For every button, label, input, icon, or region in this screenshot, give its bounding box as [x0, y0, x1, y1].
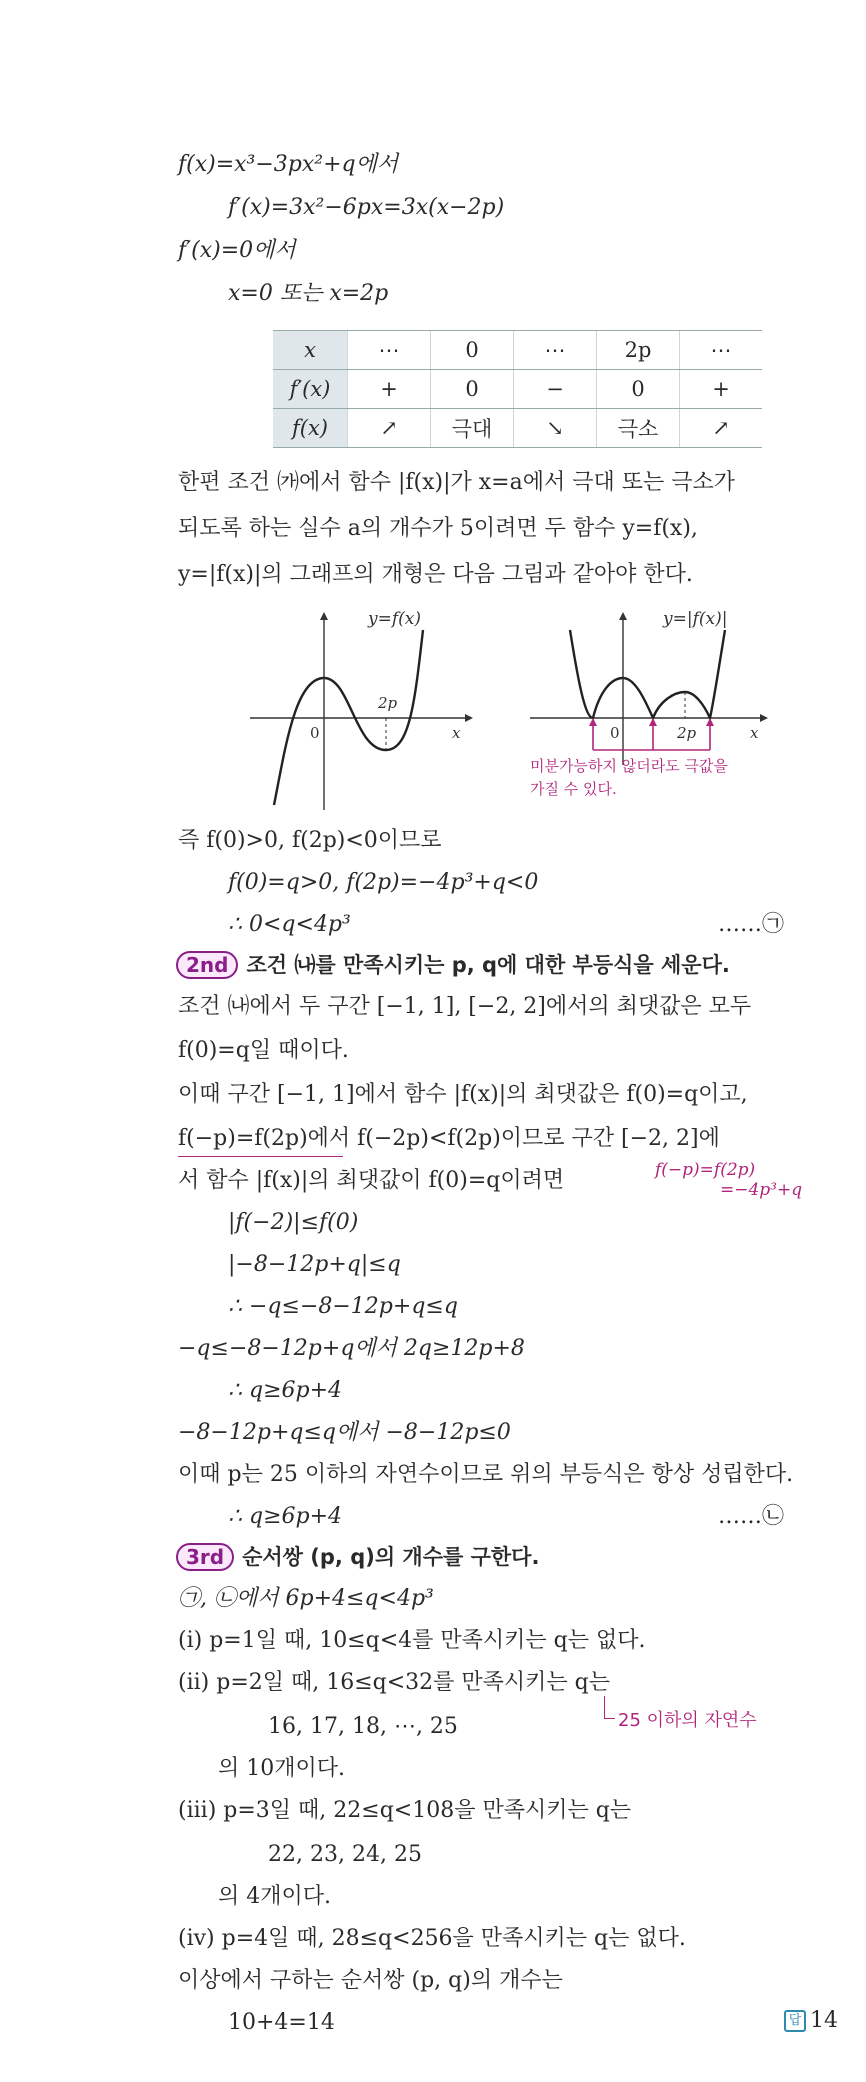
case-count: 의 4개이다. [218, 1884, 331, 1909]
table-cell: ⋯ [680, 331, 763, 370]
paragraph-line: f(0)=q일 때이다. [178, 1038, 349, 1063]
sign-table [273, 330, 762, 448]
paragraph-line: f(−p)=f(2p)에서 f(−2p)<f(2p)이므로 구간 [−2, 2]에 [178, 1126, 720, 1151]
paragraph-line: 서 함수 |f(x)|의 최댓값이 f(0)=q이려면 [178, 1168, 565, 1193]
eq-f: f(x)=x³−3px²+q에서 [178, 152, 399, 177]
paragraph-line: 이때 p는 25 이하의 자연수이므로 위의 부등식은 항상 성립한다. [178, 1462, 794, 1487]
step2-title: 조건 ㈏를 만족시키는 p, q에 대한 부등식을 세운다. [246, 953, 730, 977]
left-graph-label: y=f(x) [368, 609, 421, 629]
conclusion-range: ∴ 0<q<4p³ [228, 912, 351, 937]
table-cell: 0 [431, 370, 514, 409]
inequality: |f(−2)|≤f(0) [228, 1210, 359, 1235]
table-cell: 2p [597, 331, 680, 370]
inequality: −q≤−8−12p+q에서 2q≥12p+8 [178, 1336, 525, 1361]
case-count: 의 10개이다. [218, 1756, 345, 1781]
tick-2p: 2p [378, 694, 398, 712]
step3-tag: 3rd [176, 1543, 234, 1571]
table-cell: ↗ [680, 409, 763, 448]
table-cell: ⋯ [348, 331, 431, 370]
answer [784, 2008, 838, 2033]
table-cell: x [273, 331, 348, 370]
paragraph-line: 이때 구간 [−1, 1]에서 함수 |f(x)|의 최댓값은 f(0)=q이고, [178, 1082, 748, 1107]
right-graph-label: y=|f(x)| [663, 609, 728, 629]
tick-zero: 0 [310, 724, 320, 742]
eq-fprime: f′(x)=3x²−6px=3x(x−2p) [228, 195, 505, 220]
table-cell: ↘ [514, 409, 597, 448]
underline-mark [178, 1156, 343, 1157]
step3-title: 순서쌍 (p, q)의 개수를 구한다. [242, 1545, 540, 1569]
graph-note-line1: 미분가능하지 않더라도 극값을 [530, 757, 728, 775]
side-annotation-b: =−4p³+q [720, 1180, 803, 1200]
table-cell: ↗ [348, 409, 431, 448]
paragraph-line: 이상에서 구하는 순서쌍 (p, q)의 개수는 [178, 1968, 563, 1993]
side-annotation-a: f(−p)=f(2p) [655, 1160, 756, 1180]
table-cell: f′(x) [273, 370, 348, 409]
paragraph-line: 한편 조건 ㈎에서 함수 |f(x)|가 x=a에서 극대 또는 극소가 [178, 470, 735, 495]
natural-number-note: 25 이하의 자연수 [618, 1710, 757, 1731]
table-cell: ⋯ [514, 331, 597, 370]
answer-icon: 답 [784, 2010, 806, 2032]
answer-value: 14 [810, 2008, 838, 2033]
case-values: 22, 23, 24, 25 [268, 1842, 422, 1867]
table-cell: + [348, 370, 431, 409]
final-sum: 10+4=14 [228, 2010, 335, 2035]
table-row [273, 370, 762, 409]
graphs-figure [240, 600, 800, 815]
step2-header [176, 950, 730, 981]
table-cell: 극소 [597, 409, 680, 448]
paragraph-line: 조건 ㈏에서 두 구간 [−1, 1], [−2, 2]에서의 최댓값은 모두 [178, 994, 752, 1019]
inequality: ∴ −q≤−8−12p+q≤q [228, 1294, 458, 1319]
graph-left [250, 612, 473, 810]
case-line: (iv) p=4일 때, 28≤q<256을 만족시키는 q는 없다. [178, 1926, 686, 1951]
case-line: (i) p=1일 때, 10≤q<4를 만족시키는 q는 없다. [178, 1628, 646, 1653]
marker-b: ……㉡ [718, 1504, 785, 1529]
inequality: |−8−12p+q|≤q [228, 1252, 401, 1277]
conclusion-eq: f(0)=q>0, f(2p)=−4p³+q<0 [228, 870, 539, 895]
table-row [273, 331, 762, 370]
case-values: 16, 17, 18, ⋯, 25 [268, 1714, 458, 1739]
graph-right [530, 612, 768, 765]
inequality: ∴ q≥6p+4 [228, 1504, 343, 1529]
eq-roots: x=0 또는 x=2p [228, 281, 389, 306]
eq-fprime-zero: f′(x)=0에서 [178, 238, 296, 263]
table-cell: f(x) [273, 409, 348, 448]
step2-tag: 2nd [176, 951, 238, 979]
axis-x-left: x [452, 724, 461, 742]
inequality: −8−12p+q≤q에서 −8−12p≤0 [178, 1420, 511, 1445]
table-cell: + [680, 370, 763, 409]
inequality: ∴ q≥6p+4 [228, 1378, 343, 1403]
graph-note-line2: 가질 수 있다. [530, 780, 617, 798]
table-row [273, 409, 762, 448]
table-cell: 0 [431, 331, 514, 370]
step3-header [176, 1542, 539, 1573]
conclusion-line: 즉 f(0)>0, f(2p)<0이므로 [178, 828, 442, 853]
paragraph-line: y=|f(x)|의 그래프의 개형은 다음 그림과 같아야 한다. [178, 562, 693, 587]
table-cell: 극대 [431, 409, 514, 448]
table-cell: 0 [597, 370, 680, 409]
tick-2p-right: 2p [677, 724, 697, 742]
paragraph-line: ㉠, ㉡에서 6p+4≤q<4p³ [178, 1586, 434, 1611]
bracket-mark [604, 1696, 615, 1719]
case-line: (iii) p=3일 때, 22≤q<108을 만족시키는 q는 [178, 1798, 632, 1823]
axis-x-right: x [750, 724, 759, 742]
paragraph-line: 되도록 하는 실수 a의 개수가 5이려면 두 함수 y=f(x), [178, 516, 698, 541]
case-line: (ii) p=2일 때, 16≤q<32를 만족시키는 q는 [178, 1670, 611, 1695]
table-cell: − [514, 370, 597, 409]
marker-a: ……㉠ [718, 912, 785, 937]
tick-zero-right: 0 [610, 724, 620, 742]
